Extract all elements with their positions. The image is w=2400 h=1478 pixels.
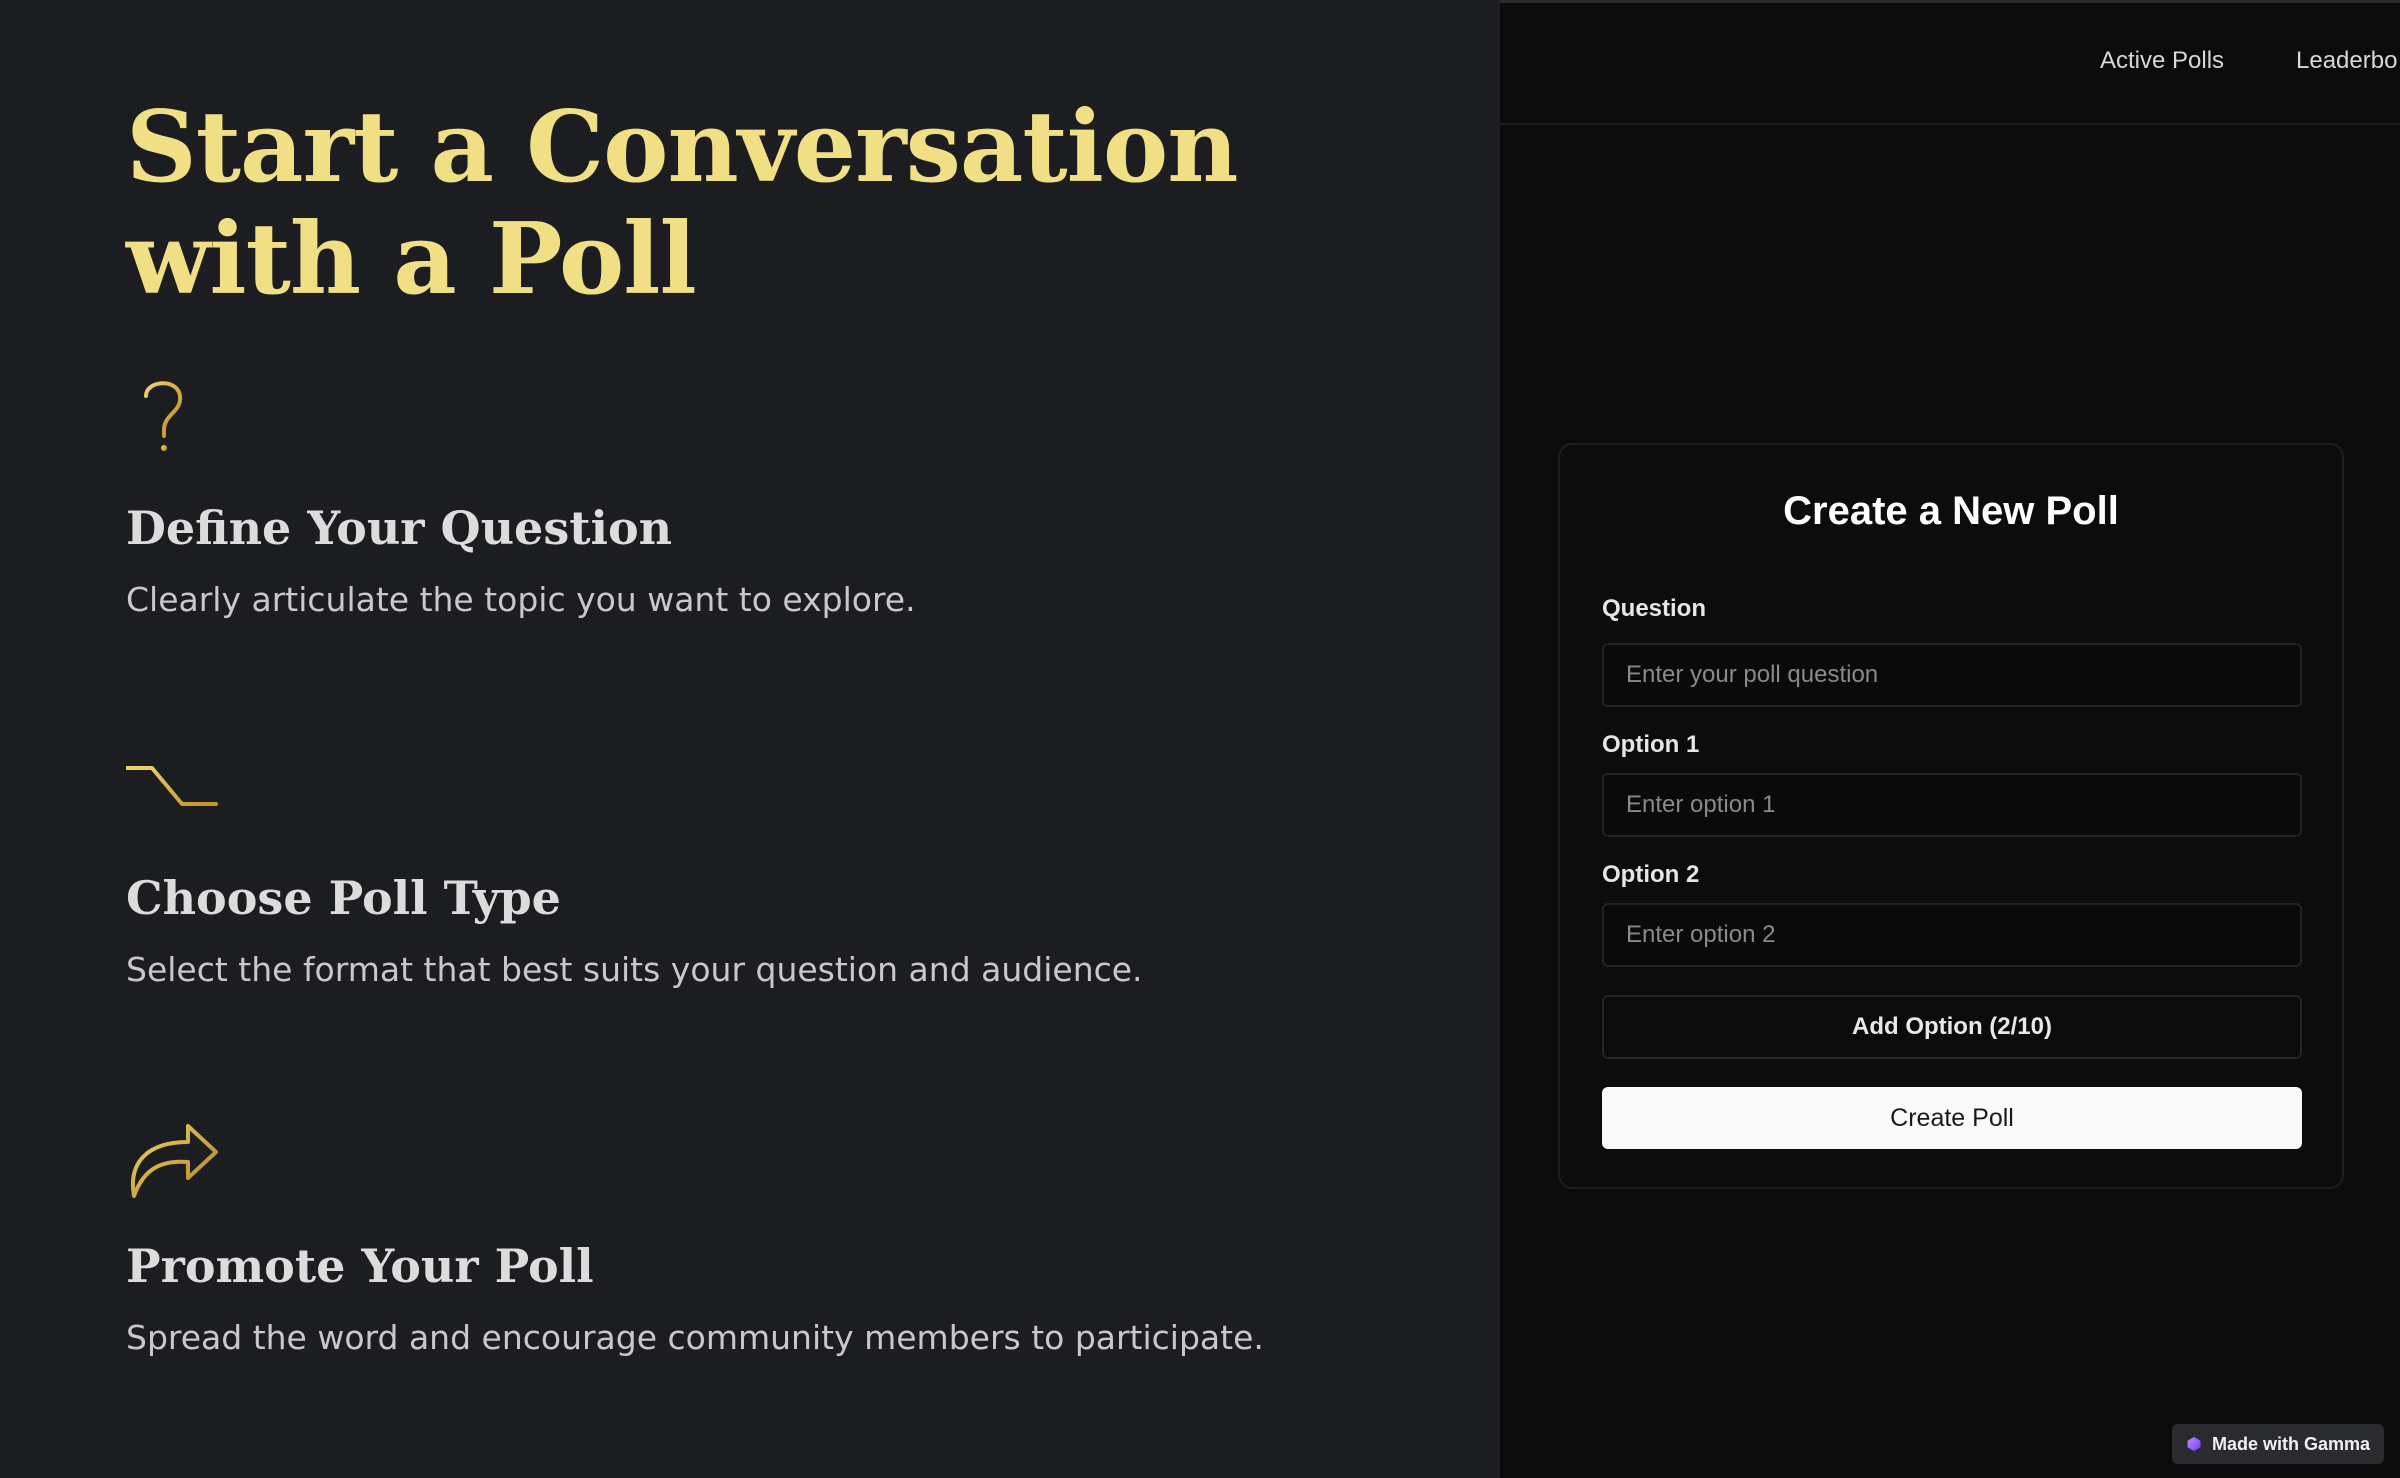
- slide-title: Start a Conversation with a Poll: [126, 90, 1238, 317]
- share-arrow-icon: [126, 1112, 226, 1212]
- step-description: Clearly articulate the topic you want to explore.: [126, 580, 916, 619]
- question-label: Question: [1602, 595, 1707, 622]
- step-title: Promote Your Poll: [126, 1239, 594, 1293]
- option-key-icon: [126, 744, 226, 844]
- gamma-logo-icon: [2186, 1436, 2202, 1452]
- app-screenshot-panel: [1500, 0, 2400, 1478]
- form-title: Create a New Poll: [1783, 489, 2119, 533]
- question-mark-icon: [126, 374, 226, 474]
- nav-active-polls[interactable]: Active Polls: [2100, 47, 2225, 74]
- option-2-input[interactable]: [1602, 903, 2302, 967]
- add-option-button[interactable]: Add Option (2/10): [1602, 995, 2302, 1059]
- create-poll-button[interactable]: Create Poll: [1602, 1087, 2302, 1149]
- step-description: Select the format that best suits your question and audience.: [126, 950, 1143, 989]
- step-choose-poll-type: [126, 744, 1426, 992]
- create-poll-form: [1558, 443, 2344, 1189]
- top-navigation: [1500, 3, 2400, 125]
- step-define-question: [126, 374, 1426, 622]
- step-promote-poll: [126, 1112, 1426, 1360]
- step-title: Choose Poll Type: [126, 871, 561, 925]
- option-1-input[interactable]: [1602, 773, 2302, 837]
- option-1-label: Option 1: [1602, 731, 1700, 758]
- step-title: Define Your Question: [126, 501, 673, 555]
- made-with-gamma-badge[interactable]: [2172, 1424, 2384, 1464]
- step-description: Spread the word and encourage community members to participate.: [126, 1318, 1264, 1357]
- option-2-label: Option 2: [1602, 861, 1700, 888]
- question-input[interactable]: [1602, 643, 2302, 707]
- badge-text: Made with Gamma: [2212, 1433, 2371, 1454]
- nav-leaderboard[interactable]: Leaderbo: [2296, 47, 2398, 74]
